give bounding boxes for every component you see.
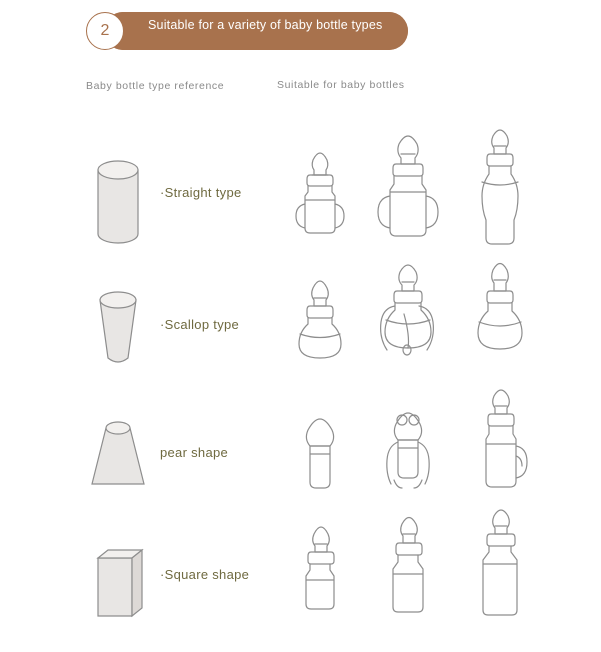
bottle-tall-curved <box>452 130 548 260</box>
bottle-pear-tall-handles <box>452 390 548 520</box>
step-banner <box>86 12 408 50</box>
row-label-straight: ·Straight type <box>160 185 242 200</box>
row-square-shape <box>0 512 601 642</box>
row-scallop-type <box>0 262 601 392</box>
reference-pear-trapezoid <box>78 390 158 520</box>
bottle-square-small <box>272 512 368 642</box>
reference-scallop-cup <box>78 262 158 392</box>
bottle-with-handles-wide <box>360 130 456 260</box>
step-title: Suitable for a variety of baby bottle types <box>148 18 383 32</box>
bottle-scallop-plain <box>452 262 548 392</box>
bottle-scallop-small <box>272 262 368 392</box>
row-pear-shape <box>0 390 601 520</box>
bottle-pear-handles <box>360 390 456 520</box>
bottle-pear-short <box>272 390 368 520</box>
bottle-scallop-handles <box>360 262 456 392</box>
bottle-with-handles-straight <box>272 130 368 260</box>
row-label-square: ·Square shape <box>160 567 250 582</box>
bottle-square-medium <box>360 512 456 642</box>
row-label-pear: pear shape <box>160 445 229 460</box>
reference-square-box <box>78 512 158 642</box>
caption-reference: Baby bottle type reference <box>86 80 225 92</box>
step-number-badge: 2 <box>86 12 124 50</box>
row-label-scallop: ·Scallop type <box>160 317 240 332</box>
caption-suitable: Suitable for baby bottles <box>277 79 405 91</box>
row-straight-type <box>0 130 601 260</box>
reference-straight-cylinder <box>78 130 158 260</box>
bottle-square-tall <box>452 512 548 642</box>
